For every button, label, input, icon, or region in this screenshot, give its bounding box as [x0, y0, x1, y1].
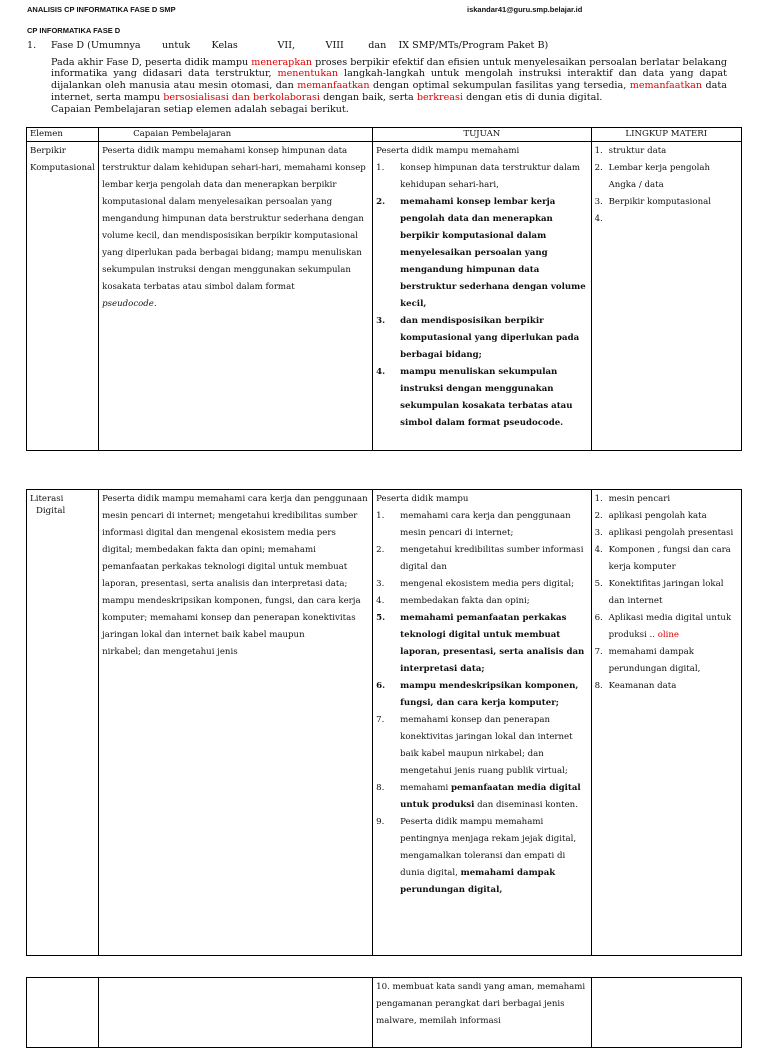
phase-description — [51, 57, 727, 104]
list-item — [376, 160, 587, 194]
tujuan-cell — [373, 142, 591, 451]
item-number: 3. — [594, 197, 603, 207]
item-text: aplikasi pengolah kata — [608, 511, 707, 521]
tujuan-list — [376, 508, 587, 899]
item-number: 9. — [376, 817, 385, 827]
list-item — [376, 194, 587, 313]
elemen-cell — [27, 142, 99, 451]
tujuan-intro: Peserta didik mampu memahami — [376, 146, 520, 156]
item-text: mengenal ekosistem media pers digital; — [400, 579, 575, 589]
elemen-name: Literasi — [30, 494, 64, 504]
desc-text: langkah-langkah untuk mengolah instruksi interaktif dan data yang dapat dijalankan oleh manusia atau mesin otomasi, dan — [51, 68, 727, 92]
capaian-text: Peserta didik mampu memahami cara kerja dan penggunaan mesin pencari di internet; mengetahui kredibilitas sumber informasi digital dan mengenal ekosistem media pers digital; membedakan fakta dan opini; memahami pemanfaatan perkakas teknologi digital untuk membuat laporan, presentasi, serta analisis dan interpretasi data; mampu mendeskripsikan komponen, fungsi, dan cara kerja komputer; memahami konsep dan penerapan konektivitas jaringan lokal dan internet baik kabel maupun — [102, 494, 368, 640]
item-number: 1. — [376, 163, 385, 173]
list-item — [595, 491, 738, 508]
item-number: 1. — [376, 511, 385, 521]
header-elemen: Elemen — [27, 128, 99, 142]
list-item — [595, 194, 738, 211]
item-number: 3. — [376, 579, 385, 589]
capaian-cell — [99, 490, 373, 956]
highlight-keyword: menerapkan — [251, 56, 313, 68]
item-text: Konektifitas jaringan lokal dan internet — [608, 579, 724, 606]
author-email: iskandar41@guru.smp.belajar.id — [467, 5, 583, 14]
lingkup-cell — [591, 978, 741, 1048]
highlight-keyword: berkreasi — [416, 91, 464, 103]
item-number: 3. — [594, 528, 603, 538]
elemen-cell — [27, 490, 99, 956]
header-tujuan: TUJUAN — [373, 128, 591, 142]
list-item — [376, 508, 587, 542]
item-text: Komponen , fungsi dan cara kerja komputer — [608, 545, 731, 572]
item-text: memahami cara kerja dan penggunaan mesin pencari di internet; — [400, 511, 571, 538]
item-text: dan diseminasi konten. — [474, 800, 578, 810]
list-item — [376, 678, 587, 712]
item-text: memahami pemanfaatan perkakas teknologi digital untuk membuat laporan, presentasi, serta analisis dan interpretasi data; — [400, 613, 585, 674]
item-number: 6. — [376, 681, 386, 691]
elemen-name: Komputasional — [30, 163, 95, 173]
item-text: mesin pencari — [608, 494, 671, 504]
item-text-bold: pemanfaatan media digital untuk produksi — [400, 783, 581, 810]
list-item — [376, 542, 587, 576]
desc-text: dengan etis di dunia digital. — [463, 91, 603, 103]
list-item — [376, 712, 587, 780]
list-item — [376, 593, 587, 610]
item-text: Aplikasi media digital untuk produksi .. — [608, 613, 732, 640]
lingkup-cell — [591, 490, 741, 956]
desc-text: Pada akhir Fase D, peserta didik mampu — [51, 56, 252, 68]
list-item — [376, 610, 587, 678]
highlight-keyword: oline — [657, 630, 679, 640]
item-text: memahami konsep lembar kerja pengolah data dan menerapkan berpikir komputasional dalam menyelesaikan persoalan yang mengandung himpunan data berstruktur sederhana dengan volume kecil, — [400, 197, 586, 309]
list-item — [595, 508, 738, 525]
list-item — [595, 143, 738, 160]
header-capaian: Capaian Pembelajaran — [99, 128, 373, 142]
list-item — [376, 576, 587, 593]
item-number: 3. — [376, 316, 386, 326]
desc-text: data internet, serta mampu — [51, 80, 727, 103]
item-number: 1. — [594, 494, 603, 504]
desc-text: proses berpikir efektif dan efisien untuk menyelesaikan persoalan berlatar belakang informatika yang didasari data terstruktur, — [51, 56, 728, 80]
highlight-keyword: memanfaatkan — [629, 80, 703, 92]
elemen-name: Berpikir — [30, 146, 66, 156]
item-number: 2. — [376, 545, 385, 555]
list-item — [595, 542, 738, 576]
cp-table-literasi-digital — [26, 489, 742, 956]
item-text: aplikasi pengolah presentasi — [608, 528, 734, 538]
list-item — [376, 364, 587, 432]
cp-table-berpikir-komputasional — [26, 127, 742, 451]
item-number: 8. — [376, 783, 385, 793]
capaian-end: . — [153, 299, 157, 309]
desc-text: dengan baik, serta — [320, 91, 417, 103]
item-text: memahami — [400, 783, 451, 793]
item-text: mengetahui kredibilitas sumber informasi digital dan — [400, 545, 584, 572]
materi-list — [595, 491, 738, 695]
table-header-row — [27, 128, 742, 142]
item-number: 4. — [376, 367, 386, 377]
item-number: 8. — [594, 681, 603, 691]
elemen-cell — [27, 978, 99, 1048]
item-text: Berpikir komputasional — [608, 197, 711, 207]
item-text: dan mendisposisikan berpikir komputasional yang diperlukan pada berbagai bidang; — [400, 316, 580, 360]
item-number: 7. — [376, 715, 385, 725]
item-text-bold: memahami dampak perundungan digital, — [400, 868, 556, 895]
item-number: 2. — [376, 197, 386, 207]
capaian-text: nirkabel; dan mengetahui jenis — [102, 647, 238, 657]
item-text: struktur data — [608, 146, 667, 156]
list-item — [595, 644, 738, 678]
highlight-keyword: menentukan — [277, 68, 339, 80]
item-number: 7. — [594, 647, 603, 657]
table-row — [27, 142, 742, 451]
item-text: Peserta didik mampu memahami pentingnya menjaga rekam jejak digital, mengamalkan toleransi dan empati di dunia digital, — [400, 817, 577, 878]
capaian-text: Peserta didik mampu memahami konsep himpunan data terstruktur dalam kehidupan sehari-hari, memahami konsep lembar kerja pengolah data dan menerapkan berpikir komputasional dalam menyelesaikan persoalan yang mengandung himpunan data berstruktur sederhana dengan volume kecil, dan mendisposisikan berpikir komputasional yang diperlukan pada berbagai bidang; mampu menuliskan sekumpulan instruksi dengan menggunakan sekumpulan kosakata terbatas atau simbol dalam format — [102, 146, 366, 292]
section-title: CP INFORMATIKA FASE D — [27, 26, 121, 35]
list-item — [595, 576, 738, 610]
item-number: 4. — [376, 596, 385, 606]
header-lingkup: LINGKUP MATERI — [591, 128, 741, 142]
list-item — [595, 160, 738, 194]
table-row — [27, 490, 742, 956]
highlight-keyword: bersosialisasi dan berkolaborasi — [163, 91, 321, 103]
list-item — [595, 525, 738, 542]
item-number: 4. — [594, 545, 603, 555]
phase-title: Fase D (Umumnya untuk Kelas VII, VIII dan IX SMP/MTs/Program Paket B) — [51, 40, 549, 51]
item-text: Keamanan data — [608, 681, 677, 691]
item-number: 2. — [594, 163, 603, 173]
tujuan-cell — [373, 978, 591, 1048]
lingkup-cell — [591, 142, 741, 451]
elemen-name: Digital — [36, 506, 66, 516]
capaian-italic: pseudocode — [102, 299, 154, 309]
capaian-cell — [99, 978, 373, 1048]
tujuan-item-10: 10. membuat kata sandi yang aman, memahami pengamanan perangkat dari berbagai jenis malware, memilah informasi — [376, 982, 586, 1026]
item-number: 5. — [594, 579, 603, 589]
list-item — [376, 814, 587, 899]
materi-list — [594, 143, 738, 224]
item-text: memahami dampak perundungan digital, — [608, 647, 701, 674]
document-header-title: ANALISIS CP INFORMATIKA FASE D SMP — [27, 5, 176, 14]
item-text: konsep himpunan data terstruktur dalam kehidupan sehari-hari, — [400, 163, 580, 190]
list-item — [595, 678, 738, 695]
item-number: 1. — [594, 146, 603, 156]
list-item — [376, 780, 587, 814]
cp-table-continuation — [26, 977, 742, 1048]
item-text: mampu mendeskripsikan komponen, fungsi, dan cara kerja komputer; — [400, 681, 579, 708]
capaian-cell — [99, 142, 373, 451]
list-item — [595, 610, 738, 644]
item-number: 5. — [376, 613, 386, 623]
item-text: mampu menuliskan sekumpulan instruksi dengan menggunakan sekumpulan kosakata terbatas atau simbol dalam format pseudocode. — [400, 367, 573, 428]
desc-text: dengan optimal sekumpulan fasilitas yang tersedia, — [369, 80, 630, 92]
item-number: 6. — [594, 613, 603, 623]
intro-section — [27, 40, 727, 115]
item-number: 2. — [594, 511, 603, 521]
tujuan-intro: Peserta didik mampu — [376, 494, 469, 504]
intro-closing: Capaian Pembelajaran setiap elemen adalah sebagai berikut. — [51, 103, 349, 115]
item-text: Lembar kerja pengolah Angka / data — [608, 163, 711, 190]
list-item — [376, 313, 587, 364]
item-text: membedakan fakta dan opini; — [400, 596, 530, 606]
highlight-keyword: memanfaatkan — [297, 80, 370, 92]
tujuan-list — [376, 160, 587, 432]
intro-number: 1. — [27, 40, 37, 51]
item-number: 4. — [594, 214, 603, 224]
item-text: memahami konsep dan penerapan konektivitas jaringan lokal dan internet baik kabel maupun nirkabel; dan mengetahui jenis ruang publik virtual; — [400, 715, 573, 776]
table-row — [27, 978, 742, 1048]
tujuan-cell — [373, 490, 591, 956]
